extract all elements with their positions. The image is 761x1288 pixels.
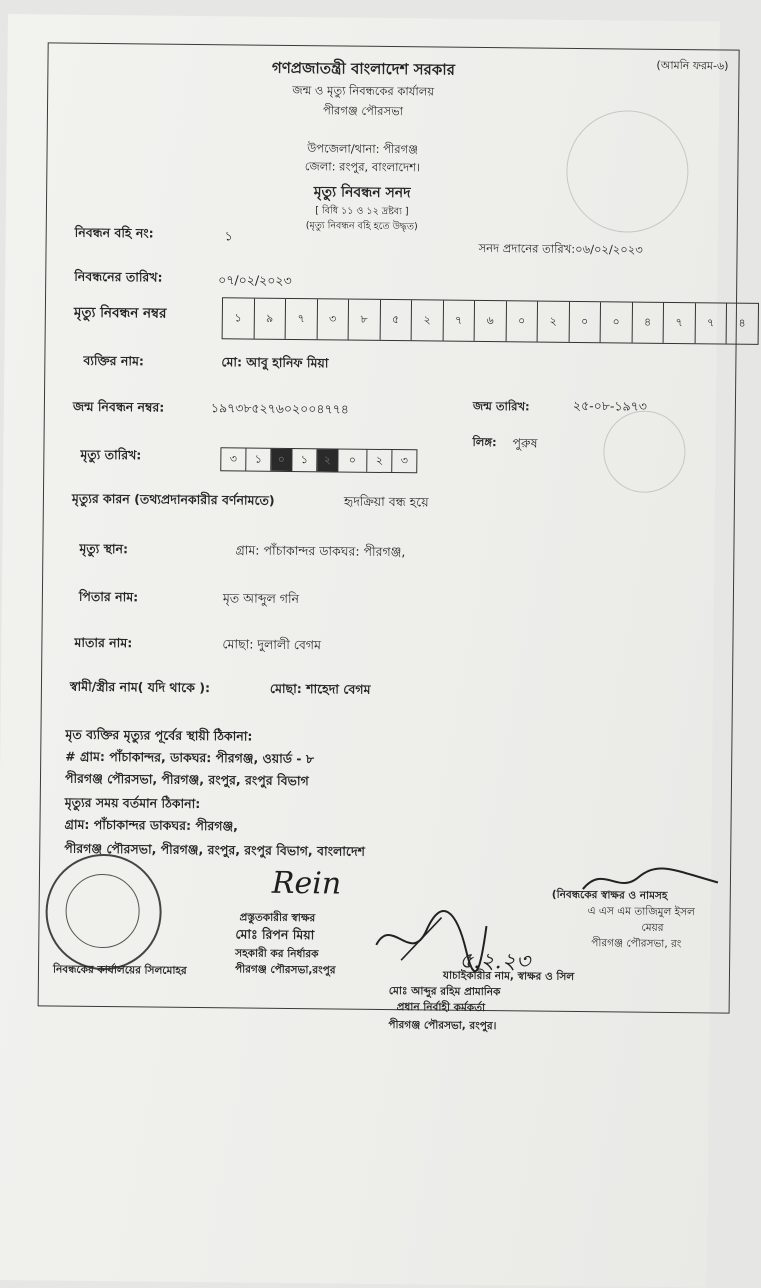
verifier-name: মোঃ আব্দুর রহিম প্রামানিক bbox=[388, 985, 501, 999]
dob-value: ২৫-০৮-১৯৭৩ bbox=[572, 397, 647, 414]
verifier-title: প্রধান নির্বাহী কর্মকর্তা bbox=[396, 1001, 486, 1015]
certificate-paper bbox=[0, 14, 746, 1287]
name-value: মো: আবু হানিফ মিয়া bbox=[221, 354, 329, 371]
preparer-name: মোঃ রিপন মিয়া bbox=[235, 926, 315, 943]
extract-note: (মৃত্যু নিবন্ধন বহি হতে উদ্ধৃত) bbox=[305, 220, 418, 233]
issue-date-label: সনদ প্রদানের তারিখ: bbox=[478, 240, 576, 256]
death-reg-digit: ২ bbox=[412, 300, 444, 340]
death-reg-digit: ৪ bbox=[632, 303, 664, 343]
perm-addr-line2: পীরগঞ্জ পৌরসভা, পীরগঞ্জ, রংপুর, রংপুর বিভাগ bbox=[64, 770, 309, 789]
seal-emblem bbox=[65, 874, 140, 949]
death-date-cell: ০ bbox=[338, 449, 367, 471]
death-reg-digit: ৪ bbox=[738, 316, 746, 330]
birth-reg-value: ১৯৭৩৮৫২৭৬০২০০৪৭৭৪ bbox=[210, 400, 350, 417]
death-date-cell: ২ bbox=[317, 449, 338, 471]
curr-addr-line2: পীরগঞ্জ পৌরসভা, পীরগঞ্জ, রংপুর, রংপুর বিভাগ, বাংলাদেশ bbox=[64, 840, 366, 859]
handwritten-date: ৫.২.২৩ bbox=[458, 948, 531, 975]
death-reg-digit: ৩ bbox=[317, 299, 349, 339]
certificate-frame bbox=[38, 42, 746, 1033]
issue-date bbox=[479, 242, 643, 257]
death-reg-digit: ০ bbox=[601, 302, 633, 342]
reg-date-value: ০৭/০২/২০২৩ bbox=[218, 272, 292, 288]
death-date-cell: ৩ bbox=[400, 453, 408, 467]
death-reg-digit: ৭ bbox=[695, 303, 727, 343]
death-date-cell: ১ bbox=[246, 449, 271, 471]
name-label: ব্যক্তির নাম: bbox=[83, 352, 145, 369]
death-reg-no-label: মৃত্যু নিবন্ধন নম্বর bbox=[73, 304, 167, 322]
cause-value: হৃদক্রিয়া বন্ধ হয়ে bbox=[343, 493, 429, 510]
death-date-cell: ১ bbox=[292, 449, 317, 471]
death-reg-digit: ০ bbox=[506, 301, 538, 341]
death-reg-digit: ২ bbox=[538, 302, 570, 342]
spouse-value: মোছা: শাহেদা বেগম bbox=[269, 680, 371, 697]
preparer-label: প্রস্তুতকারীর স্বাক্ষর bbox=[239, 911, 316, 925]
curr-addr-label: মৃত্যুর সময় বর্তমান ঠিকানা: bbox=[64, 794, 201, 812]
municipality-seal bbox=[45, 853, 162, 970]
verifier-label: যাচাইকারীর নাম, স্বাক্ষর ও সিল bbox=[442, 969, 575, 983]
upazila-line: উপজেলা/থানা: পীরগঞ্জ bbox=[307, 141, 419, 157]
perm-addr-line1: # গ্রাম: পাঁচাকান্দর, ডাকঘর: পীরগঞ্জ, ওয়ার্ড - ৮ bbox=[65, 748, 315, 767]
place-label: মৃত্যু স্থান: bbox=[79, 540, 129, 557]
dob-label: জন্ম তারিখ: bbox=[472, 398, 530, 414]
certificate-title: মৃত্যু নিবন্ধন সনদ bbox=[313, 184, 411, 202]
death-reg-digit: ৫ bbox=[380, 300, 412, 340]
death-date-cell: ৩ bbox=[221, 448, 246, 470]
registrar-office: পীরগঞ্জ পৌরসভা, রং bbox=[591, 937, 682, 951]
death-reg-digit: ০ bbox=[569, 302, 601, 342]
spouse-label: স্বামী/স্ত্রীর নাম( যদি থাকে ): bbox=[69, 678, 211, 696]
registrar-label: (নিবন্ধকের স্বাক্ষর ও নামসহ bbox=[551, 888, 668, 902]
death-reg-digit: ৭ bbox=[664, 303, 696, 343]
father-value: মৃত আব্দুল গনি bbox=[222, 590, 300, 607]
death-date-label: মৃত্যু তারিখ: bbox=[80, 446, 142, 463]
curr-addr-line1: গ্রাম: পাঁচাকান্দর ডাকঘর: পীরগঞ্জ, bbox=[64, 816, 239, 834]
preparer-office: পীরগঞ্জ পৌরসভা,রংপুর bbox=[234, 963, 336, 977]
death-reg-digit: ৬ bbox=[475, 301, 507, 341]
death-date-cell: ২ bbox=[367, 450, 392, 472]
mother-value: মোছা: দুলালী বেগম bbox=[222, 636, 322, 653]
district-line: জেলা: রংপুর, বাংলাদেশ। bbox=[304, 159, 421, 175]
death-reg-digit: ৯ bbox=[254, 299, 286, 339]
government-title: গণপ্রজাতন্ত্রী বাংলাদেশ সরকার bbox=[271, 58, 456, 79]
gender-value: পুরুষ bbox=[512, 435, 538, 451]
death-reg-digit: ৭ bbox=[443, 301, 475, 341]
rule-reference: [ বিধি ১১ ও ১২ দ্রষ্টব্য ] bbox=[315, 205, 409, 218]
form-number: (আমনি ফরম-৬) bbox=[656, 58, 729, 73]
death-reg-number-boxes bbox=[222, 297, 759, 345]
mother-label: মাতার নাম: bbox=[74, 634, 133, 651]
office-title: জন্ম ও মৃত্যু নিবন্ধকের কার্যালয় bbox=[292, 82, 435, 99]
father-label: পিতার নাম: bbox=[78, 588, 139, 605]
municipality-name: পীরগঞ্জ পৌরসভা bbox=[322, 103, 404, 119]
death-reg-digit: ৭ bbox=[286, 299, 318, 339]
birth-reg-label: জন্ম নিবন্ধন নম্বর: bbox=[72, 398, 165, 415]
gender-label: লিঙ্গ: bbox=[472, 434, 497, 450]
book-no-label: নিবন্ধন বহি নং: bbox=[74, 224, 154, 241]
preparer-signature: Rein bbox=[271, 865, 342, 902]
cause-label: মৃত্যুর কারন (তথ্যপ্রদানকারীর বর্ণনামতে) bbox=[71, 490, 275, 508]
perm-addr-label: মৃত ব্যক্তির মৃত্যুর পূর্বের স্থায়ী ঠিকানা: bbox=[65, 726, 253, 744]
reg-date-label: নিবন্ধনের তারিখ: bbox=[74, 268, 163, 285]
registrar-seal-label: নিবন্ধকের কার্যালয়ের সিলমোহর bbox=[52, 963, 187, 977]
place-value: গ্রাম: পাঁচাকান্দর ডাকঘর: পীরগঞ্জ, bbox=[235, 542, 406, 560]
issue-date-value: ০৬/০২/২০২৩ bbox=[575, 241, 643, 257]
verifier-office: পীরগঞ্জ পৌরসভা, রংপুর। bbox=[388, 1019, 497, 1033]
book-no-value: ১ bbox=[224, 228, 233, 244]
preparer-title: সহকারী কর নির্ধারক bbox=[235, 947, 319, 961]
registrar-title: মেয়র bbox=[641, 921, 664, 934]
death-reg-digit: ১ bbox=[223, 298, 255, 338]
death-date-cell: ০ bbox=[271, 449, 292, 471]
registrar-name: এ এস এম তাজিমুল ইসল bbox=[587, 905, 695, 919]
death-reg-digit: ৮ bbox=[349, 300, 381, 340]
death-date-boxes bbox=[220, 447, 417, 473]
